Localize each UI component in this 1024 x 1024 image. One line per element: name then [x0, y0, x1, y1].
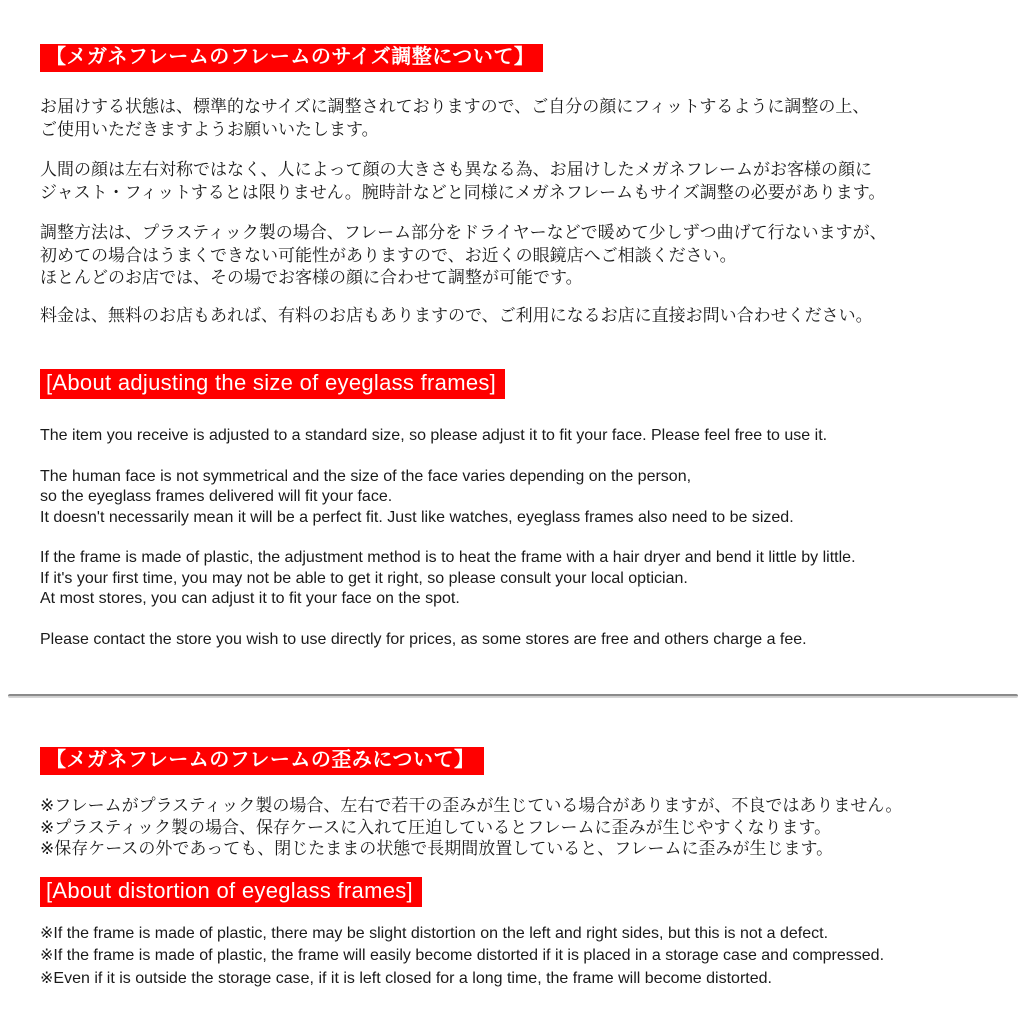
en-size-paragraph-2	[40, 467, 1004, 529]
text-line: ※Even if it is outside the storage case, if it is left closed for a long time, the frame will become distorted.	[40, 969, 772, 987]
text-line: ご使用いただきますようお願いいたします。	[40, 119, 379, 139]
jp-size-paragraph-1	[40, 96, 1004, 141]
text-line: ほとんどのお店では、その場でお客様の顔に合わせて調整が可能です。	[40, 268, 583, 287]
section-divider	[8, 694, 1018, 698]
text-line: 調整方法は、プラスティック製の場合、フレーム部分をドライヤーなどで暖めて少しずつ曲げて行ないますが、	[40, 223, 887, 242]
text-line: Please contact the store you wish to use directly for prices, as some stores are free and others charge a fee.	[40, 630, 807, 648]
text-line: ※保存ケースの外であっても、閉じたままの状態で長期間放置していると、フレームに歪みが生じます。	[40, 839, 834, 859]
en-distortion-heading-row	[40, 877, 1004, 907]
jp-distortion-heading-row	[40, 747, 1004, 775]
jp-distortion-notes	[40, 795, 1004, 860]
en-size-paragraph-1	[40, 426, 1004, 447]
text-line: It doesn't necessarily mean it will be a perfect fit. Just like watches, eyeglass frames also need to be sized.	[40, 508, 794, 526]
en-size-adjustment-heading: [About adjusting the size of eyeglass frames]	[40, 369, 505, 399]
en-size-paragraph-3	[40, 548, 1004, 610]
text-line: so the eyeglass frames delivered will fit your face.	[40, 488, 393, 506]
jp-size-paragraph-2	[40, 159, 1004, 204]
jp-size-paragraph-4	[40, 305, 1004, 328]
jp-size-adjustment-heading: 【メガネフレームのフレームのサイズ調整について】	[40, 44, 543, 72]
text-line: ※If the frame is made of plastic, the frame will easily become distorted if it is placed in a storage case and compressed.	[40, 947, 885, 965]
jp-distortion-heading: 【メガネフレームのフレームの歪みについて】	[40, 747, 484, 775]
distortion-section	[40, 747, 1004, 990]
text-line: ジャスト・フィットするとは限りません。腕時計などと同様にメガネフレームもサイズ調整の必要があります。	[40, 182, 886, 202]
en-size-heading-row	[40, 369, 1004, 399]
jp-size-paragraph-3	[40, 222, 1004, 290]
text-line: ※プラスティック製の場合、保存ケースに入れて圧迫しているとフレームに歪みが生じやすくなります。	[40, 817, 832, 837]
text-line: 人間の顔は左右対称ではなく、人によって顔の大きさも異なる為、お届けしたメガネフレームがお客様の顔に	[40, 160, 872, 179]
text-line: ※If the frame is made of plastic, there may be slight distortion on the left and right sides, but this is not a defect.	[40, 924, 829, 942]
text-line: 初めての場合はうまくできない可能性がありますので、お近くの眼鏡店へご相談ください。	[40, 245, 737, 265]
text-line: If it's your first time, you may not be able to get it right, so please consult your local optician.	[40, 569, 688, 587]
text-line: The item you receive is adjusted to a standard size, so please adjust it to fit your face. Please feel free to use it.	[40, 427, 828, 445]
text-line: If the frame is made of plastic, the adjustment method is to heat the frame with a hair dryer and bend it little by little.	[40, 549, 856, 567]
size-adjustment-section	[40, 44, 1004, 650]
text-line: The human face is not symmetrical and the size of the face varies depending on the person,	[40, 467, 692, 485]
text-line: ※フレームがプラスティック製の場合、左右で若干の歪みが生じている場合がありますが、不良ではありません。	[40, 796, 903, 816]
text-line: 料金は、無料のお店もあれば、有料のお店もありますので、ご利用になるお店に直接お問い合わせください。	[40, 305, 873, 325]
text-line: At most stores, you can adjust it to fit your face on the spot.	[40, 590, 460, 608]
text-line: お届けする状態は、標準的なサイズに調整されておりますので、ご自分の顔にフィットするように調整の上、	[40, 97, 870, 116]
en-distortion-notes	[40, 923, 1004, 991]
en-distortion-heading: [About distortion of eyeglass frames]	[40, 877, 422, 907]
en-size-paragraph-4	[40, 630, 1004, 651]
